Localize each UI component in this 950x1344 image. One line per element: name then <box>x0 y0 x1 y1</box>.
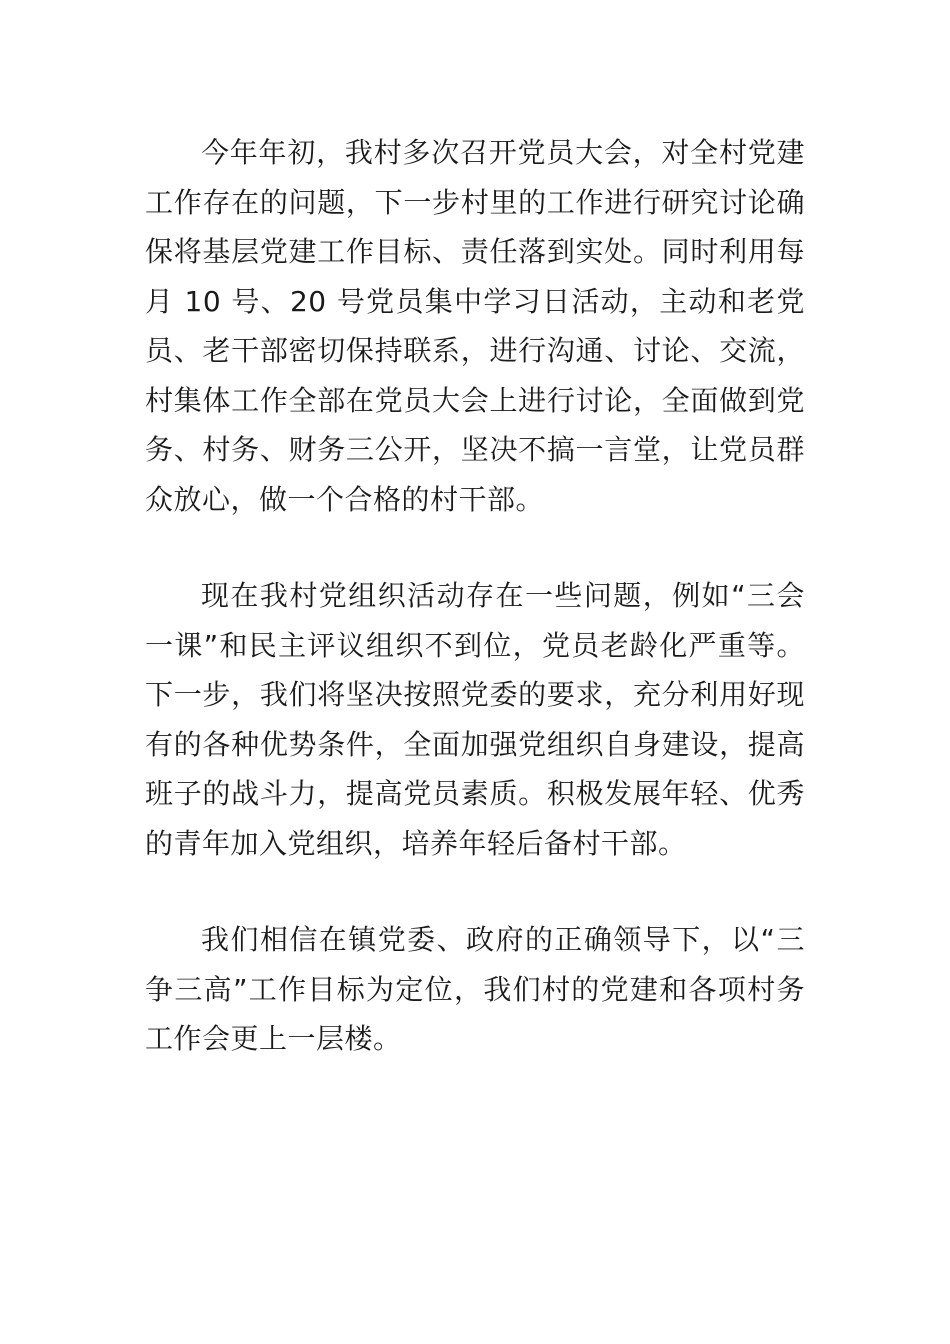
paragraph-3: 我们相信在镇党委、政府的正确领导下，以“三争三高”工作目标为定位，我们村的党建和各项村务工作会更上一层楼。 <box>145 923 805 1055</box>
paragraph-1: 今年年初，我村多次召开党员大会，对全村党建工作存在的问题，下一步村里的工作进行研究讨论确保将基层党建工作目标、责任落到实处。同时利用每月 10 号、20 号党员集中学习日活动，主动和老党员、老干部密切保持联系，进行沟通、讨论、交流，村集体工作全部在党员大会上进行讨论，全面做到党务、村务、财务三公开，坚决不搞一言堂，让党员群众放心，做一个合格的村干部。 <box>145 136 805 516</box>
document-body <box>145 128 805 1064</box>
paragraph-2: 现在我村党组织活动存在一些问题，例如“三会一课”和民主评议组织不到位，党员老龄化严重等。下一步，我们将坚决按照党委的要求，充分利用好现有的各种优势条件，全面加强党组织自身建设，提高班子的战斗力，提高党员素质。积极发展年轻、优秀的青年加入党组织，培养年轻后备村干部。 <box>145 579 805 860</box>
